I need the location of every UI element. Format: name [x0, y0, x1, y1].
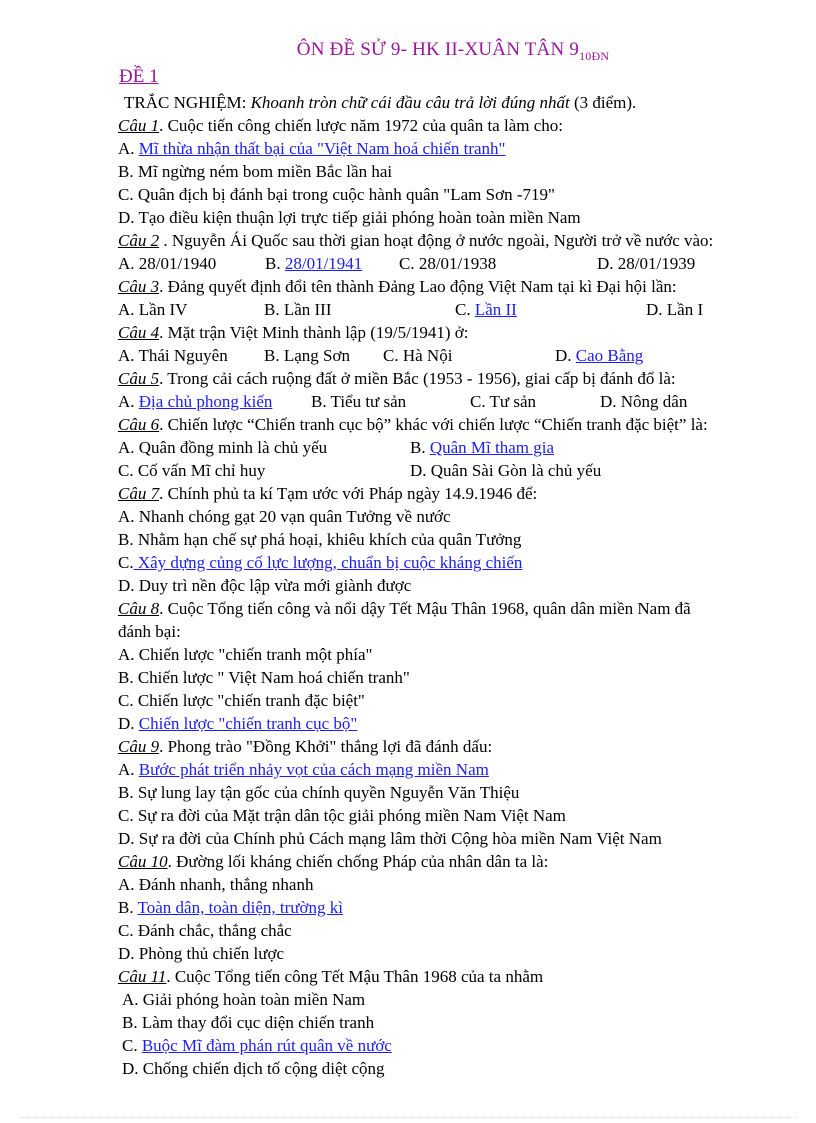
q1-option-a: A. Mĩ thừa nhận thất bại của "Việt Nam hoá chiến tranh"	[118, 139, 506, 158]
q5-option-b: B. Tiểu tư sản	[311, 392, 407, 411]
q7-option-d: D. Duy trì nền độc lập vừa mới giành được	[118, 576, 412, 595]
question-1: Câu 1. Cuộc tiến công chiến lược năm 1972 của quân ta làm cho:	[118, 116, 563, 135]
correct-answer: Bước phát triển nhảy vọt của cách mạng miền Nam	[138, 760, 489, 779]
correct-answer: Xây dựng củng cố lực lượng, chuẩn bị cuộc kháng chiến	[133, 553, 523, 572]
q6-options-row2	[118, 460, 798, 482]
q3-option-c: C. Lần II	[455, 300, 517, 319]
question-6: Câu 6. Chiến lược “Chiến tranh cục bộ” khác với chiến lược “Chiến tranh đặc biệt” là:	[118, 415, 708, 434]
q6-option-b: B. Quân Mĩ tham gia	[410, 438, 555, 457]
q7-option-b: B. Nhằm hạn chế sự phá hoại, khiêu khích của quân Tưởng	[118, 530, 522, 549]
correct-answer: Toàn dân, toàn diện, trường kì	[137, 898, 343, 917]
correct-answer: Cao Bằng	[575, 346, 644, 365]
question-7: Câu 7. Chính phủ ta kí Tạm ước với Pháp ngày 14.9.1946 để:	[118, 484, 538, 503]
q10-option-d: D. Phòng thủ chiến lược	[118, 944, 284, 963]
q5-option-a: A. Địa chủ phong kiến	[118, 392, 273, 411]
instruction: TRẮC NGHIỆM: Khoanh tròn chữ cái đầu câu trả lời đúng nhất (3 điểm).	[124, 93, 637, 112]
correct-answer: Địa chủ phong kiến	[138, 392, 273, 411]
question-3: Câu 3. Đảng quyết định đổi tên thành Đảng Lao động Việt Nam tại kì Đại hội lần:	[118, 277, 677, 296]
q1-option-b: B. Mĩ ngừng ném bom miền Bắc lần hai	[118, 162, 393, 181]
correct-answer: Chiến lược "chiến tranh cục bộ"	[138, 714, 358, 733]
q6-options-row1	[118, 437, 798, 459]
correct-answer: Buộc Mĩ đàm phán rút quân về nước	[141, 1036, 392, 1055]
correct-answer: Mĩ thừa nhận thất bại của "Việt Nam hoá chiến tranh"	[138, 139, 506, 158]
page-title: ÔN ĐỀ SỬ 9- HK II-XUÂN TÂN $9_{10ĐN}$	[296, 39, 610, 63]
q8-option-a: A. Chiến lược "chiến tranh một phía"	[118, 645, 373, 664]
q10-option-c: C. Đánh chắc, thắng chắc	[118, 921, 292, 940]
q2-option-a: A. 28/01/1940	[118, 254, 217, 273]
q6-option-c: C. Cố vấn Mĩ chỉ huy	[118, 461, 266, 480]
q1-option-d: D. Tạo điều kiện thuận lợi trực tiếp giải phóng hoàn toàn miền Nam	[118, 208, 581, 227]
question-10: Câu 10. Đường lối kháng chiến chống Pháp của nhân dân ta là:	[118, 852, 549, 871]
correct-answer: 28/01/1941	[284, 254, 363, 273]
q7-option-a: A. Nhanh chóng gạt 20 vạn quân Tưởng về nước	[118, 507, 451, 526]
q3-option-d: D. Lần I	[646, 300, 704, 319]
q5-options	[118, 391, 798, 413]
q2-option-d: D. 28/01/1939	[597, 254, 696, 273]
q11-option-a: A. Giải phóng hoàn toàn miền Nam	[122, 990, 366, 1009]
q9-option-c: C. Sự ra đời của Mặt trận dân tộc giải phóng miền Nam Việt Nam	[118, 806, 566, 825]
q9-option-b: B. Sự lung lay tận gốc của chính quyền Nguyễn Văn Thiệu	[118, 783, 520, 802]
question-11: Câu 11. Cuộc Tổng tiến công Tết Mậu Thân 1968 của ta nhằm	[118, 967, 544, 986]
q9-option-a: A. Bước phát triển nhảy vọt của cách mạng miền Nam	[118, 760, 489, 779]
q4-option-b: B. Lạng Sơn	[264, 346, 350, 365]
q2-option-b: B. 28/01/1941	[265, 254, 363, 273]
q4-options	[118, 345, 798, 367]
q11-option-c: C. Buộc Mĩ đàm phán rút quân về nước	[122, 1036, 392, 1055]
q7-option-c: C. Xây dựng củng cố lực lượng, chuẩn bị cuộc kháng chiến	[118, 553, 523, 572]
q5-option-c: C. Tư sản	[470, 392, 537, 411]
q1-option-c: C. Quân địch bị đánh bại trong cuộc hành quân "Lam Sơn -719"	[118, 185, 555, 204]
question-5: Câu 5. Trong cải cách ruộng đất ở miền Bắc (1953 - 1956), giai cấp bị đánh đổ là:	[118, 369, 676, 388]
q2-options	[118, 253, 798, 275]
q3-options	[118, 299, 798, 321]
correct-answer: Quân Mĩ tham gia	[429, 438, 555, 457]
q9-option-d: D. Sự ra đời của Chính phủ Cách mạng lâm thời Cộng hòa miền Nam Việt Nam	[118, 829, 662, 848]
q10-option-a: A. Đánh nhanh, thắng nhanh	[118, 875, 314, 894]
q4-option-c: C. Hà Nội	[383, 346, 453, 365]
correct-answer: Lần II	[474, 300, 517, 319]
section-heading: ĐỀ 1	[119, 66, 159, 87]
q3-option-a: A. Lần IV	[118, 300, 188, 319]
question-8: Câu 8. Cuộc Tổng tiến công và nổi dậy Tết Mậu Thân 1968, quân dân miền Nam đã	[118, 599, 691, 618]
q10-option-b: B. Toàn dân, toàn diện, trường kì	[118, 898, 343, 917]
q4-option-a: A. Thái Nguyên	[118, 346, 228, 365]
q8-option-c: C. Chiến lược "chiến tranh đặc biệt"	[118, 691, 365, 710]
question-2: Câu 2 . Nguyễn Ái Quốc sau thời gian hoạt động ở nước ngoài, Người trở về nước vào:	[118, 231, 714, 250]
q4-option-d: D. Cao Bằng	[555, 346, 644, 365]
q6-option-d: D. Quân Sài Gòn là chủ yếu	[410, 461, 602, 480]
page-bottom-rule	[20, 1117, 796, 1118]
q11-option-b: B. Làm thay đổi cục diện chiến tranh	[122, 1013, 375, 1032]
q8-option-b: B. Chiến lược " Việt Nam hoá chiến tranh"	[118, 668, 410, 687]
question-4: Câu 4. Mặt trận Việt Minh thành lập (19/5/1941) ở:	[118, 323, 469, 342]
q8-option-d: D. Chiến lược "chiến tranh cục bộ"	[118, 714, 358, 733]
q5-option-d: D. Nông dân	[600, 392, 688, 411]
q11-option-d: D. Chống chiến dịch tố cộng diệt cộng	[122, 1059, 385, 1078]
question-8-cont: đánh bại:	[118, 622, 181, 641]
q6-option-a: A. Quân đồng minh là chủ yếu	[118, 438, 328, 457]
q3-option-b: B. Lần III	[264, 300, 332, 319]
q2-option-c: C. 28/01/1938	[399, 254, 497, 273]
question-9: Câu 9. Phong trào "Đồng Khởi" thắng lợi đã đánh dấu:	[118, 737, 493, 756]
